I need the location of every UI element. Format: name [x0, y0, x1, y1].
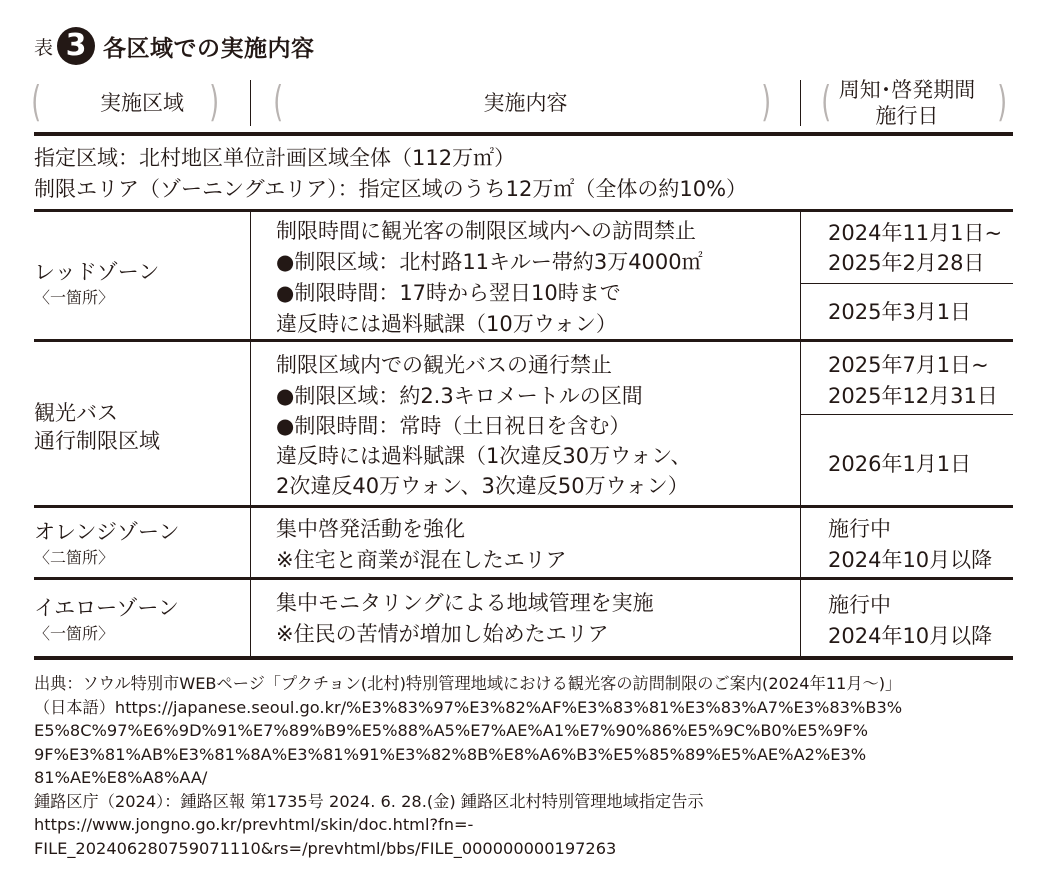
source-line: 出典：ソウル特別市WEBページ「プクチョン(北村)特別管理地域における観光客の訪問制限のご案内(2024年11月〜)」 — [34, 674, 902, 693]
header-divider — [800, 80, 801, 126]
source-url-line[interactable]: https://www.jongno.go.kr/prevhtml/skin/doc.html?fn=- — [34, 815, 474, 834]
open-paren-icon: ( — [273, 77, 284, 126]
yellow-status: 施行中 — [828, 593, 891, 617]
red-effective-date: 2025年3月1日 — [828, 300, 972, 324]
red-period-end: 2025年2月28日 — [828, 251, 985, 275]
open-paren-icon: ( — [31, 77, 42, 126]
red-content-line: 違反時には過料賦課（10万ウォン） — [276, 312, 617, 336]
table-bottom-rule — [34, 656, 1013, 660]
summary-rule — [34, 209, 1013, 212]
row-rule — [34, 505, 1013, 508]
title-prefix: 表 — [34, 36, 54, 59]
yellow-content-line: 集中モニタリングによる地域管理を実施 — [276, 591, 654, 615]
column-divider — [250, 212, 251, 656]
bus-period-start: 2025年7月1日~ — [828, 353, 989, 377]
close-paren-icon: ) — [761, 77, 772, 126]
open-paren-icon: ( — [821, 77, 832, 126]
yellow-content-line: ※住民の苦情が増加し始めたエリア — [276, 622, 609, 646]
header-content — [251, 74, 800, 132]
bus-effective-date: 2026年1月1日 — [828, 452, 972, 476]
zone-yellow-count: 〈一箇所〉 — [34, 624, 115, 643]
yellow-since: 2024年10月以降 — [828, 624, 993, 648]
source-url-line[interactable]: E5%8C%97%E6%9D%91%E7%89%B9%E5%88%A5%E7%AE%A1%E7%90%86%E5%9C%B0%E5%9F% — [34, 721, 869, 740]
title-text: 各区域での実施内容 — [103, 35, 315, 62]
bus-content-line: 制限区域内での観光バスの通行禁止 — [276, 353, 612, 377]
orange-content-line: 集中啓発活動を強化 — [276, 517, 465, 541]
bus-content-line: 2次違反40万ウォン、3次違反50万ウォン） — [276, 474, 689, 498]
zone-tour-bus: 観光バス — [34, 401, 118, 425]
source-url-line[interactable]: 81%AE%E8%A8%AA/ — [34, 768, 208, 787]
header-divider — [250, 80, 251, 126]
zone-red: レッドゾーン — [34, 260, 160, 284]
header-period — [801, 74, 1013, 132]
header-content-label: 実施内容 — [483, 91, 568, 115]
red-period-start: 2024年11月1日~ — [828, 221, 1003, 245]
row-rule — [34, 577, 1013, 580]
zone-red-count: 〈一箇所〉 — [34, 288, 115, 307]
column-divider — [800, 212, 801, 656]
zone-orange-count: 〈二箇所〉 — [34, 548, 115, 567]
bus-period-end: 2025年12月31日 — [828, 384, 998, 408]
header-zone — [34, 74, 250, 132]
header-period-label: 周知･啓発期間 — [838, 78, 976, 102]
date-divider — [801, 283, 1013, 284]
summary-designated-area: 指定区域：北村地区単位計画区域全体（112万㎡） — [34, 146, 516, 170]
title-number-badge: 3 — [57, 27, 95, 65]
header-rule — [34, 132, 1013, 136]
bus-content-line: 違反時には過料賦課（1次違反30万ウォン、 — [276, 444, 692, 468]
orange-content-line: ※住宅と商業が混在したエリア — [276, 548, 567, 572]
close-paren-icon: ) — [997, 77, 1008, 126]
header-date-label: 施行日 — [875, 104, 939, 128]
date-divider — [801, 414, 1013, 415]
table-title — [34, 26, 315, 66]
zone-yellow: イエローゾーン — [34, 596, 179, 620]
orange-since: 2024年10月以降 — [828, 548, 993, 572]
zone-tour-bus-line2: 通行制限区域 — [34, 429, 160, 453]
zone-orange: オレンジゾーン — [34, 520, 180, 544]
bus-content-line: ●制限区域：約2.3キロメートルの区間 — [276, 384, 643, 408]
header-zone-label: 実施区域 — [100, 91, 184, 115]
orange-status: 施行中 — [828, 517, 891, 541]
red-content-line: ●制限時間：17時から翌日10時まで — [276, 281, 621, 305]
source-url-line[interactable]: FILE_20240628075907​1110&rs=/prevhtml/bbs/FILE_000000000197263 — [34, 838, 617, 858]
bus-content-line: ●制限時間：常時（土日祝日を含む） — [276, 414, 631, 438]
source-url-line[interactable]: 9F%E3%81%AB%E3%81%8A%E3%81%91%E3%82%8B%E8%A6%B3%E5%85%89%E5%AE%A2%E3% — [34, 744, 867, 764]
source-url-line[interactable]: （日本語）https://japanese.seoul.go.kr/%E3%83%97%E3%82%AF%E3%83%81%E3%83%A7%E3%83%B3% — [34, 697, 903, 717]
red-content-line: ●制限区域：北村路11キルー帯約3万4000㎡ — [276, 250, 703, 274]
red-content-line: 制限時間に観光客の制限区域内への訪問禁止 — [276, 219, 696, 243]
source-line: 鍾路区庁（2024）：鍾路区報 第1735号 2024. 6. 28.(金) 鍾路区北村特別管理地域指定告示 — [34, 791, 704, 811]
source-notes — [34, 672, 1024, 860]
close-paren-icon: ) — [209, 77, 220, 126]
summary-restricted-area: 制限エリア（ゾーニングエリア）：指定区域のうち12万㎡（全体の約10%） — [34, 177, 748, 201]
